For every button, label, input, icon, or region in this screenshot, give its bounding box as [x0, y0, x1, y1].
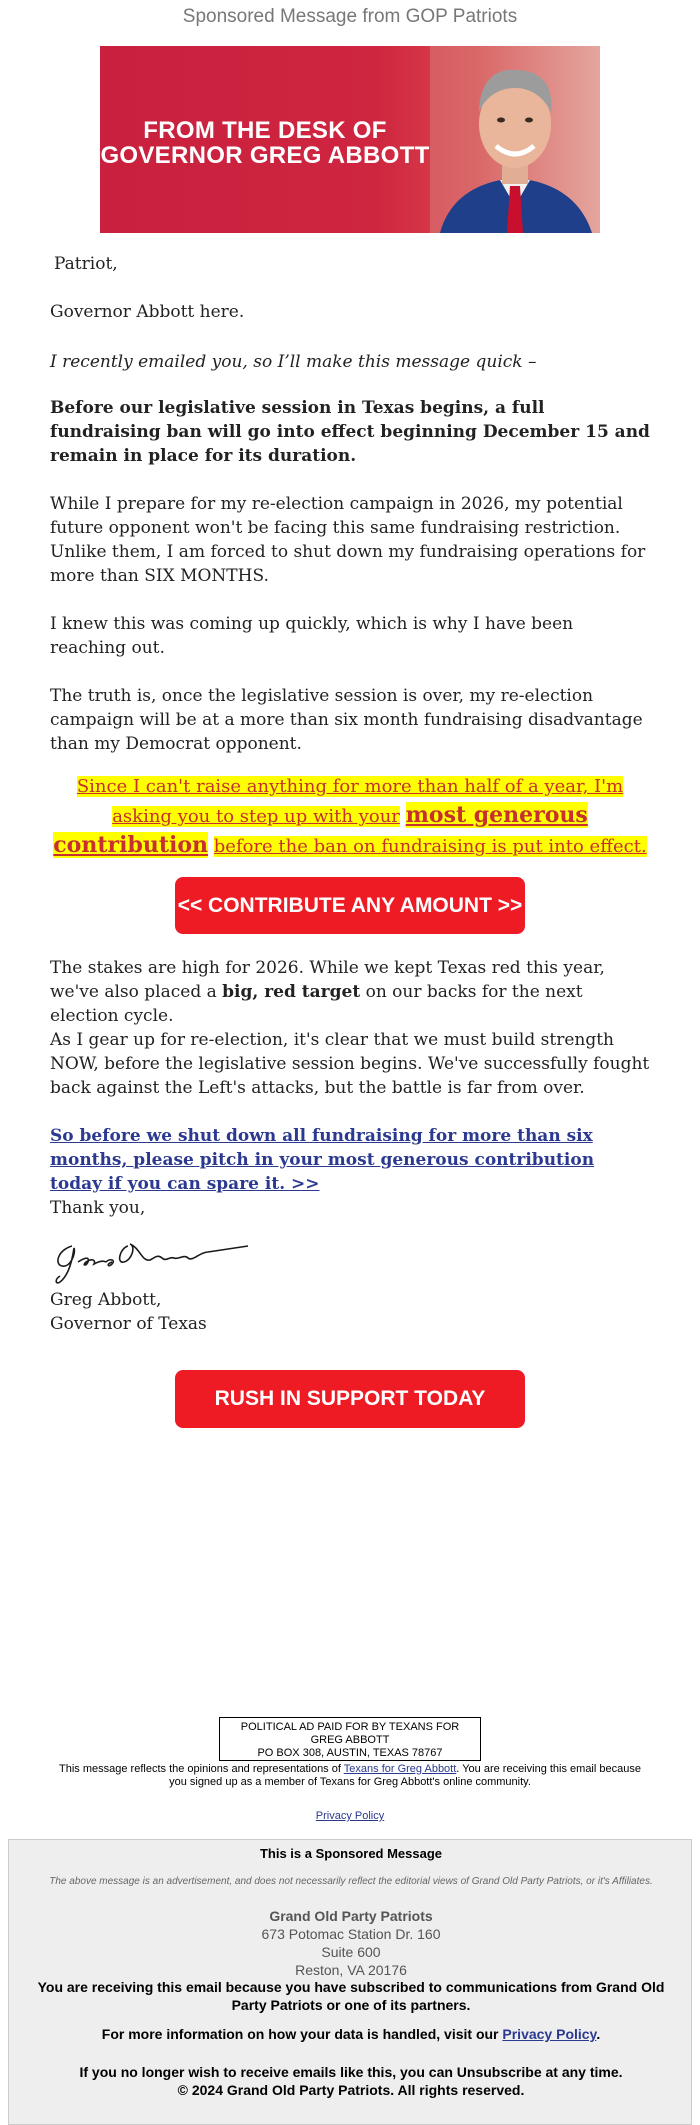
- panel-title: This is a Sponsored Message: [259, 1846, 443, 1861]
- appeal-emphasis[interactable]: most generous contribution: [53, 802, 588, 858]
- disclaimer-line-3: PO BOX 308, AUSTIN, TEXAS 78767: [257, 1747, 443, 1759]
- opinion-notice: [50, 1763, 650, 1789]
- stakes-text-c: on our backs for the next election cycle.: [50, 982, 583, 1026]
- disclaimer-line-1: POLITICAL AD PAID FOR BY TEXANS FOR: [240, 1721, 460, 1733]
- ban-paragraph: Before our legislative session in Texas begins, a full fundraising ban will go into effect beginning December 15 and remain in place for its duration.: [50, 398, 650, 466]
- quick-note: I recently emailed you, so I’ll make this message quick –: [50, 352, 537, 372]
- opinion-text-a: This message reflects the opinions and representations of: [59, 1763, 341, 1775]
- opinion-text-b: . You are receiving this email because you signed up as a member of Texans for Greg Abbott's online community.: [169, 1763, 641, 1788]
- sign-off: Thank you,: [50, 1198, 146, 1218]
- contribute-any-amount-button[interactable]: << CONTRIBUTE ANY AMOUNT >>: [175, 877, 525, 934]
- political-ad-disclaimer: [219, 1717, 481, 1761]
- subscription-notice: You are receiving this email because you have subscribed to communications from Grand Old Party Patriots or one of its partners.: [37, 1979, 665, 2013]
- stakes-emphasis: big, red target: [222, 982, 361, 1002]
- data-handling-notice: [29, 2026, 673, 2042]
- greeting: Patriot,: [54, 254, 118, 274]
- paragraph-reelection: While I prepare for my re-election campaign in 2026, my potential future opponent won't be facing this same fundraising restriction. Unlike them, I am forced to shut down my fundraising operations for more than SIX MONTHS.: [50, 494, 646, 586]
- signature-name: Greg Abbott,: [50, 1290, 162, 1310]
- panel-privacy-policy-link[interactable]: Privacy Policy: [502, 2026, 597, 2042]
- hero-banner[interactable]: [100, 46, 600, 233]
- banner-line-1: FROM THE DESK OF: [143, 117, 387, 144]
- org-name: Grand Old Party Patriots: [269, 1908, 433, 1924]
- appeal-text-c[interactable]: before the ban on fundraising is put into effect.: [213, 836, 647, 857]
- appeal-text-a[interactable]: Since I can't raise anything for more than half of a year, I'm asking you to step up with your: [76, 776, 624, 827]
- rush-in-support-button[interactable]: RUSH IN SUPPORT TODAY: [175, 1370, 525, 1428]
- contribution-link[interactable]: So before we shut down all fundraising for more than six months, please pitch in your most generous contribution today if you can spare it. >>: [50, 1126, 595, 1194]
- texans-for-greg-abbott-link[interactable]: Texans for Greg Abbott: [343, 1763, 457, 1775]
- intro-line: Governor Abbott here.: [50, 302, 245, 322]
- privacy-policy-row: [50, 1810, 650, 1823]
- signature-title: Governor of Texas: [50, 1314, 207, 1334]
- address-line-1: 673 Potomac Station Dr. 160: [261, 1926, 441, 1942]
- banner-line-2: GOVERNOR GREG ABBOTT: [100, 142, 430, 169]
- sponsor-info-panel: [8, 1839, 692, 2125]
- address-line-2: Suite 600: [321, 1944, 381, 1960]
- signature-image: [50, 1232, 250, 1290]
- stakes-text-a: The stakes are high for 2026. While we kept Texas red this year, we've also placed a: [50, 958, 605, 1002]
- copyright: © 2024 Grand Old Party Patriots. All rights reserved.: [177, 2082, 525, 2098]
- strength-paragraph: As I gear up for re-election, it's clear that we must build strength NOW, before the legislative session begins. We've successfully fought back against the Left's attacks, but the battle is far from over.: [50, 1030, 650, 1098]
- disclaimer-line-2: GREG ABBOTT: [310, 1734, 390, 1746]
- highlighted-appeal[interactable]: [50, 772, 650, 861]
- address-line-3: Reston, VA 20176: [295, 1962, 407, 1978]
- privacy-policy-link[interactable]: Privacy Policy: [315, 1810, 385, 1822]
- unsubscribe-notice[interactable]: If you no longer wish to receive emails like this, you can Unsubscribe at any time.: [79, 2064, 623, 2080]
- stakes-paragraph: [50, 956, 650, 1028]
- banner-title: [100, 118, 430, 168]
- data-text-a: For more information on how your data is handled, visit our: [101, 2026, 499, 2042]
- data-text-b: .: [596, 2026, 601, 2042]
- paragraph-reaching-out: I knew this was coming up quickly, which is why I have been reaching out.: [50, 614, 574, 658]
- governor-portrait: [430, 46, 600, 233]
- paragraph-disadvantage: The truth is, once the legislative session is over, my re-election campaign will be at a more than six month fundraising disadvantage than my Democrat opponent.: [50, 686, 643, 754]
- panel-disclaimer: The above message is an advertisement, and does not necessarily reflect the editorial views of Grand Old Party Patriots, or it's Affiliates.: [49, 1876, 653, 1887]
- sponsored-header: Sponsored Message from GOP Patriots: [182, 6, 518, 27]
